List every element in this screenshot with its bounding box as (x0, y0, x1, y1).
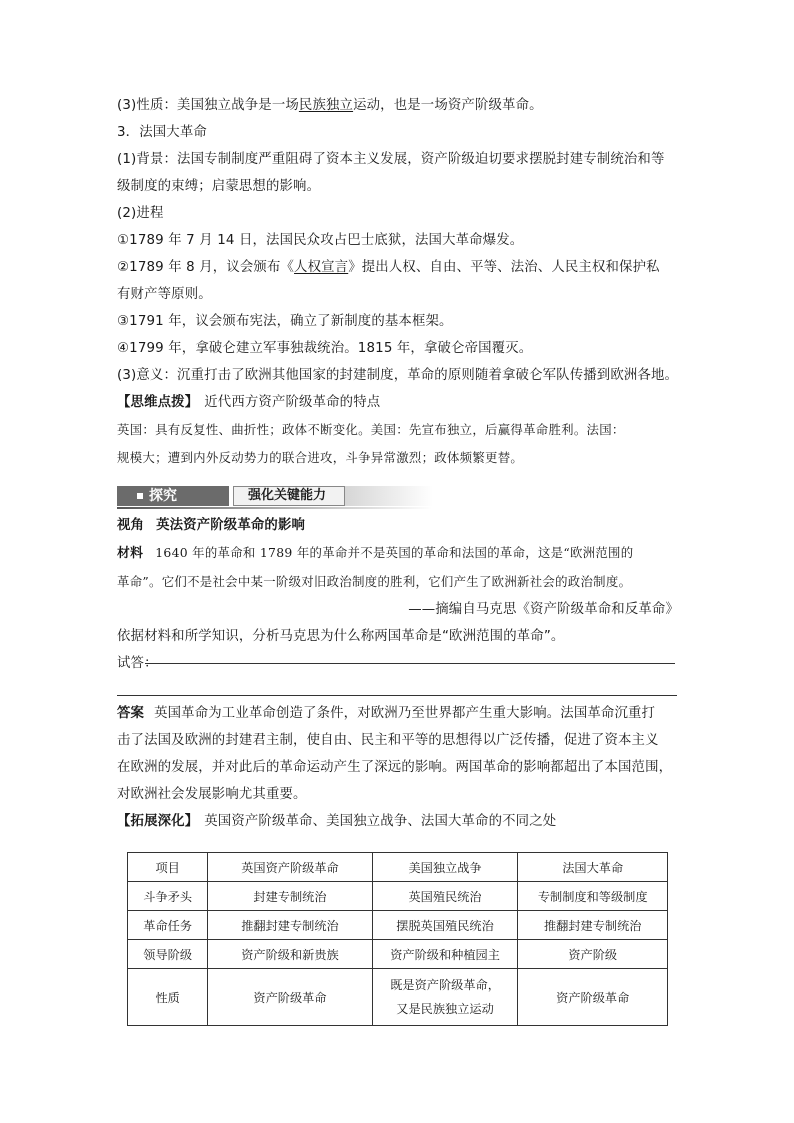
table-cell: 资产阶级和种植园主 (372, 940, 518, 969)
think-line-1: 英国：具有反复性、曲折性；政体不断变化。美国：先宣布独立，后赢得革命胜利。法国： (117, 422, 625, 437)
answer-line-1 (117, 700, 679, 727)
material-label: 材料 (117, 546, 144, 561)
answer-line-4: 对欧洲社会发展影响尤其重要。 (117, 787, 307, 802)
answer-line-3: 在欧洲的发展，并对此后的革命运动产生了深远的影响。两国革命的影响都超出了本国范围， (117, 760, 673, 775)
table-row (128, 911, 668, 940)
table-cell: 领导阶级 (128, 940, 208, 969)
meaning-line: (3)意义：沉重打击了欧洲其他国家的封建制度，革命的原则随着拿破仑军队传播到欧洲各地。 (117, 368, 679, 383)
table-cell: 推翻封建专制统治 (518, 911, 668, 940)
banner-right-label: 强化关键能力 (248, 488, 327, 503)
view-title: 英法资产阶级革命的影响 (156, 518, 306, 533)
table-cell: 资产阶级革命 (208, 969, 372, 1026)
banner-fade (345, 486, 433, 506)
process-item-1: ①1789 年 7 月 14 日，法国民众攻占巴士底狱，法国大革命爆发。 (117, 233, 524, 248)
banner-rule (117, 507, 432, 509)
question-line: 依据材料和所学知识，分析马克思为什么称两国革命是“欧洲范围的革命”。 (117, 629, 565, 644)
background-line-1: (1)背景：法国专制制度严重阻碍了资本主义发展，资产阶级迫切要求摆脱封建专制统治和等 (117, 152, 665, 167)
table-cell: 革命任务 (128, 911, 208, 940)
table-header-cell: 项目 (128, 853, 208, 882)
think-tag: 【思维点拨】 (117, 395, 199, 410)
think-line-2: 规模大；遭到内外反动势力的联合进攻，斗争异常激烈；政体频繁更替。 (117, 450, 524, 465)
answer-label: 答案 (117, 706, 145, 721)
process-item-2-prefix: ②1789 年 8 月，议会颁布《 (117, 260, 295, 275)
table-cell: 资产阶级 (518, 940, 668, 969)
table-header-cell: 英国资产阶级革命 (208, 853, 372, 882)
extend-tag: 【拓展深化】 (117, 814, 199, 829)
banner-dark-block (117, 486, 229, 506)
table-row (128, 940, 668, 969)
process-item-2 (117, 254, 679, 281)
think-heading (117, 389, 679, 416)
process-item-4: ④1799 年，拿破仑建立军事独裁统治。1815 年，拿破仑帝国覆灭。 (117, 341, 533, 356)
answer-line-2: 击了法国及欧洲的封建君主制，使自由、民主和平等的思想得以广泛传播，促进了资本主义 (117, 733, 659, 748)
nature-line (117, 92, 679, 119)
process-item-2-underlined: 人权宣言 (294, 260, 349, 275)
square-icon (137, 493, 143, 499)
table-cell: 摆脱英国殖民统治 (372, 911, 518, 940)
process-item-2-line-2: 有财产等原则。 (117, 287, 212, 302)
table-header-cell: 法国大革命 (518, 853, 668, 882)
nature-suffix: 运动，也是一场资产阶级革命。 (353, 98, 543, 113)
view-label: 视角 (117, 518, 145, 533)
section-heading-french-revolution: 3．法国大革命 (117, 125, 207, 140)
section-banner (117, 482, 432, 508)
material-text-1: 1640 年的革命和 1789 年的革命并不是英国的革命和法国的革命，这是“欧洲范围的 (155, 545, 634, 560)
table-cell: 封建专制统治 (208, 882, 372, 911)
answer-input-line-2[interactable] (117, 695, 677, 696)
table-row (128, 969, 668, 1026)
table-cell: 专制制度和等级制度 (518, 882, 668, 911)
table-cell: 斗争矛头 (128, 882, 208, 911)
process-item-2-suffix: 》提出人权、自由、平等、法治、人民主权和保护私 (348, 260, 660, 275)
material-source: ——摘编自马克思《资产阶级革命和反革命》 (408, 602, 679, 617)
answer-input-line[interactable] (145, 663, 675, 664)
table-cell: 资产阶级和新贵族 (208, 940, 372, 969)
try-label: 试答： (117, 656, 158, 671)
table-cell: 资产阶级革命 (518, 969, 668, 1026)
nature-underlined: 民族独立 (298, 98, 354, 113)
table-cell (372, 969, 518, 1026)
nature-prefix: (3)性质：美国独立战争是一场 (117, 98, 299, 113)
banner-light-block (233, 486, 345, 506)
table-cell: 推翻封建专制统治 (208, 911, 372, 940)
page-content (117, 92, 679, 835)
material-line-2: 革命”。它们不是社会中某一阶级对旧政治制度的胜利，它们产生了欧洲新社会的政治制度。 (117, 574, 632, 589)
extend-title: 英国资产阶级革命、美国独立战争、法国大革命的不同之处 (204, 814, 557, 829)
background-line-2: 级制度的束缚；启蒙思想的影响。 (117, 179, 321, 194)
banner-left-label: 探究 (149, 488, 177, 504)
table-cell-line: 又是民族独立运动 (396, 1002, 494, 1016)
view-heading (117, 512, 679, 539)
try-answer-row (117, 650, 679, 677)
table-row (128, 882, 668, 911)
table-header-cell: 美国独立战争 (372, 853, 518, 882)
process-item-3: ③1791 年，议会颁布宪法，确立了新制度的基本框架。 (117, 314, 453, 329)
answer-text-1: 英国革命为工业革命创造了条件，对欧洲乃至世界都产生重大影响。法国革命沉重打 (154, 706, 656, 721)
table-header-row (128, 853, 668, 882)
process-heading: (2)进程 (117, 206, 164, 221)
material-line-1 (117, 539, 679, 568)
table-cell: 性质 (128, 969, 208, 1026)
think-title: 近代西方资产阶级革命的特点 (204, 395, 381, 410)
table-cell: 英国殖民统治 (372, 882, 518, 911)
comparison-table (127, 852, 668, 1026)
extend-heading (117, 808, 679, 835)
table-cell-line: 既是资产阶级革命， (390, 978, 500, 992)
